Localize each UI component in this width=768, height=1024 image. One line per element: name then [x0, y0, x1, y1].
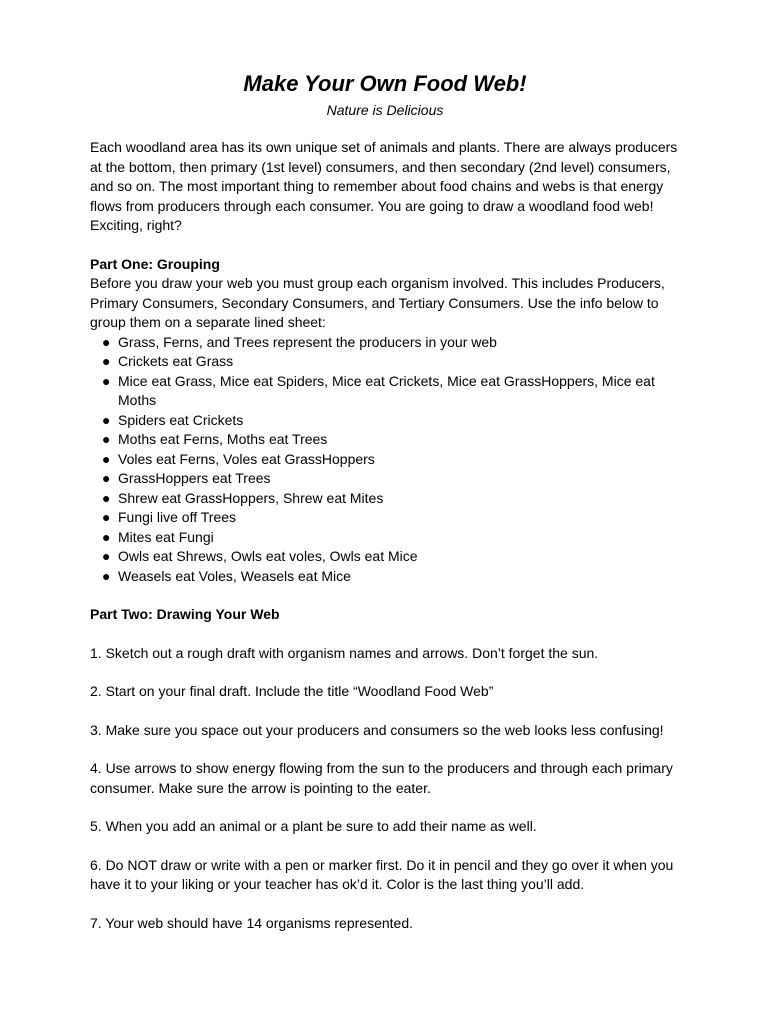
list-item-text: Grass, Ferns, and Trees represent the producers in your web	[118, 333, 497, 350]
step-item: 2. Start on your final draft. Include the title “Woodland Food Web”	[90, 683, 494, 699]
worksheet-page	[90, 68, 680, 933]
bullet-icon: ●	[102, 489, 111, 506]
bullet-icon: ●	[102, 528, 111, 545]
step-item: 5. When you add an animal or a plant be sure to add their name as well.	[90, 818, 537, 834]
list-item	[90, 333, 680, 353]
list-item-text: Spiders eat Crickets	[118, 411, 244, 428]
list-item	[90, 547, 680, 567]
list-item-text: Mites eat Fungi	[118, 528, 214, 545]
step-item: 6. Do NOT draw or write with a pen or marker first. Do it in pencil and they go over it when you have it to your liking or your teacher has ok’d it. Color is the last thing you’ll add.	[90, 856, 674, 892]
bullet-icon: ●	[102, 333, 111, 350]
list-item	[90, 567, 680, 587]
step-item: 4. Use arrows to show energy flowing from the sun to the producers and through each primary consumer. Make sure the arrow is pointing to the eater.	[90, 760, 673, 796]
list-item-text: Weasels eat Voles, Weasels eat Mice	[118, 567, 351, 584]
list-item-text: Fungi live off Trees	[118, 509, 237, 525]
list-item	[90, 450, 680, 470]
list-item	[90, 372, 680, 411]
list-item-text: Shrew eat GrassHoppers, Shrew eat Mites	[118, 489, 384, 506]
part-two-heading: Part Two: Drawing Your Web	[90, 606, 280, 622]
list-item	[90, 528, 680, 548]
list-item-text: Mice eat Grass, Mice eat Spiders, Mice eat Crickets, Mice eat GrassHoppers, Mice eat Moths	[118, 372, 655, 408]
part-one-body: Before you draw your web you must group each organism involved. This includes Producers, Primary Consumers, Secondary Consumers, and Tertiary Consumers. Use the info below to group them on a separate lined sheet:	[90, 275, 665, 330]
list-item-text: Moths eat Ferns, Moths eat Trees	[118, 431, 328, 447]
bullet-icon: ●	[102, 450, 111, 467]
list-item-text: Owls eat Shrews, Owls eat voles, Owls eat Mice	[118, 548, 418, 564]
bullet-icon: ●	[102, 470, 111, 486]
organism-list	[90, 333, 680, 587]
intro-paragraph: Each woodland area has its own unique set of animals and plants. There are always producers at the bottom, then primary (1st level) consumers, and then secondary (2nd level) consumers, and so on. The most important thing to remember about food chains and webs is that energy flows from producers through each consumer. You are going to draw a woodland food web! Exciting, right?	[90, 139, 678, 233]
list-item-text: Crickets eat Grass	[118, 353, 234, 369]
bullet-icon: ●	[102, 548, 111, 564]
step-item: 3. Make sure you space out your producers and consumers so the web looks less confusing!	[90, 721, 664, 738]
list-item	[90, 508, 680, 528]
list-item	[90, 352, 680, 372]
bullet-icon: ●	[102, 353, 111, 369]
bullet-icon: ●	[102, 567, 111, 584]
list-item	[90, 411, 680, 431]
page-title: Make Your Own Food Web!	[243, 71, 527, 96]
page-subtitle: Nature is Delicious	[326, 102, 444, 118]
bullet-icon: ●	[102, 411, 111, 428]
bullet-icon: ●	[102, 431, 111, 447]
list-item	[90, 469, 680, 489]
bullet-icon: ●	[102, 509, 111, 525]
step-item: 1. Sketch out a rough draft with organism names and arrows. Don’t forget the sun.	[90, 644, 599, 661]
list-item	[90, 430, 680, 450]
list-item-text: GrassHoppers eat Trees	[118, 470, 271, 486]
list-item-text: Voles eat Ferns, Voles eat GrassHoppers	[118, 450, 375, 467]
list-item	[90, 489, 680, 509]
bullet-icon: ●	[102, 372, 111, 389]
step-item: 7. Your web should have 14 organisms represented.	[90, 914, 413, 931]
part-one-heading: Part One: Grouping	[90, 255, 220, 272]
